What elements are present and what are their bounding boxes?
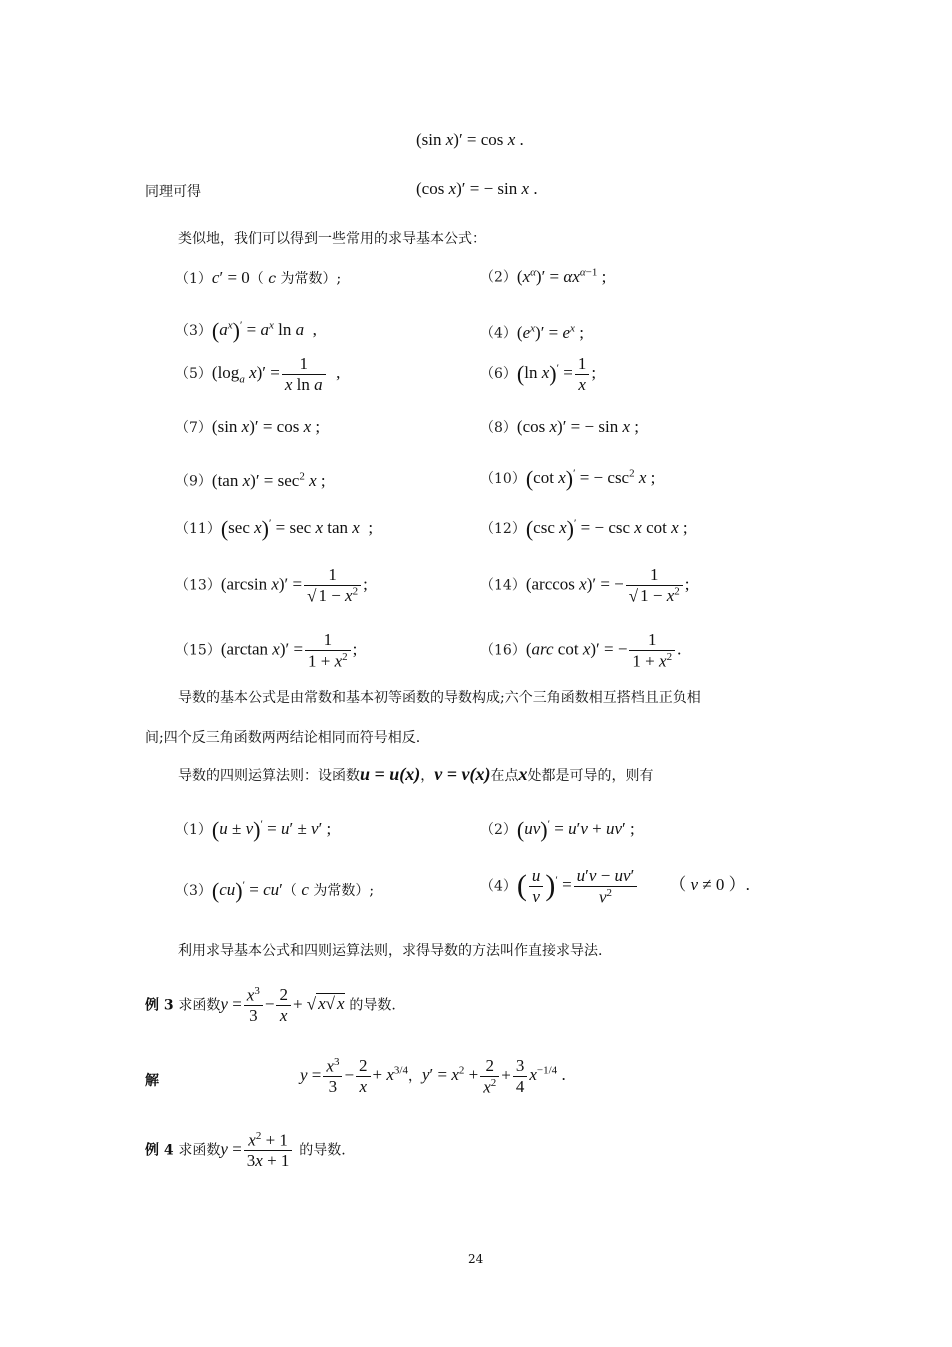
rule-2: （2）(uv)′ = u′v + uv′ ;	[480, 817, 635, 842]
rule-1: （1）(u ± v)′ = u′ ± v′ ;	[175, 817, 332, 842]
top-formula: (sin x)′ = cos x .	[416, 130, 524, 149]
formula-2: $(2)(x^\alpha)' = \alpha x^{\alpha-1}$ ;	[480, 266, 607, 286]
formula-8: （8）(cos x)′ = − sin x ;	[480, 417, 639, 436]
formula-4: $(4)(e^x)' = e^x$ ;	[480, 322, 584, 342]
rule-4: （4）( $\frac{u}{v}$ )′ = $\frac{u'v - uv'}{v^2}$ （ v ≠ 0 ）.	[480, 866, 750, 907]
formula-9: （9）(tan $x)' = \sec^2 x$ ;	[175, 470, 326, 490]
paragraph-summary-line1: 导数的基本公式是由常数和基本初等函数的导数构成;六个三角函数相互搭档且正负相	[178, 690, 701, 706]
page-number: 24	[468, 1252, 484, 1266]
example-4: 例 4 求函数y = $\frac{x^2 + 1}{3x + 1}$ 的导数.	[145, 1130, 346, 1171]
similarly-formula: (cos x)′ = − sin x .	[416, 179, 538, 198]
solution-formula: y = $\frac{x^3}{3}$ − $\frac{2}{x}$ + $x^{3/4}$，$y' = x^2$ + $\frac{2}{x^2}$ + $\frac{3}{4}$ $x^{-1/4}$ .	[300, 1056, 566, 1097]
formula-number: （1）	[175, 271, 212, 287]
formula-16: （16）(arc cot x)′ = − $\frac{1}{1 + x^2}$ .	[480, 630, 682, 671]
formula-13: （13）(arcsin x)′ = $\frac{1}{√ 1 - x^2}$ ;	[175, 565, 368, 606]
formula-11: （11）(sec x)′ = sec x tan x ;	[175, 516, 374, 541]
formula-3: $(3)(a^x)' = a^x$ ln a ,	[175, 318, 317, 343]
solution-label: 解	[145, 1073, 159, 1089]
similarly-label: 同理可得	[145, 184, 201, 200]
formula-5: $(5)(\log_a$ x)′ = $\frac{1}{\text{x ln a}}$ ,	[175, 354, 341, 394]
formula-1: （1）c′ = 0（ c 为常数）;	[175, 268, 342, 287]
formula-14: （14）(arccos x)′ = − $\frac{1}{√ 1 - x^2}$ ;	[480, 565, 690, 606]
formula-7: （7）(sin x)′ = cos x ;	[175, 417, 321, 436]
formula-15: （15）(arctan x)′ = $\frac{1}{1 + x^2}$ ;	[175, 630, 358, 671]
formula-6: （6）(ln x)′ = $\frac{1}{x}$ ;	[480, 354, 597, 394]
intro-text: 类似地，我们可以得到一些常用的求导基本公式：	[178, 231, 486, 247]
paragraph-summary-line2: 间;四个反三角函数两两结论相同而符号相反.	[145, 730, 421, 746]
rule-3: （3）(cu)′ = cu′（ c 为常数）;	[175, 878, 375, 903]
formula-10: （10）(cot x)′ = − $\csc^2 x$ ;	[480, 466, 656, 491]
paragraph-rules-intro: 导数的四则运算法则：设函数u = u(x)，v = v(x)在点x处都是可导的，则有	[178, 764, 654, 784]
paragraph-direct-method: 利用求导基本公式和四则运算法则，求得导数的方法叫作直接求导法.	[178, 943, 603, 959]
formula-12: （12）(csc x)′ = − csc x cot x ;	[480, 516, 688, 541]
example-3: 例 3 求函数y = $\frac{x^3}{3}$ − $\frac{2}{x}$ + √ x√ x 的导数.	[145, 985, 396, 1026]
